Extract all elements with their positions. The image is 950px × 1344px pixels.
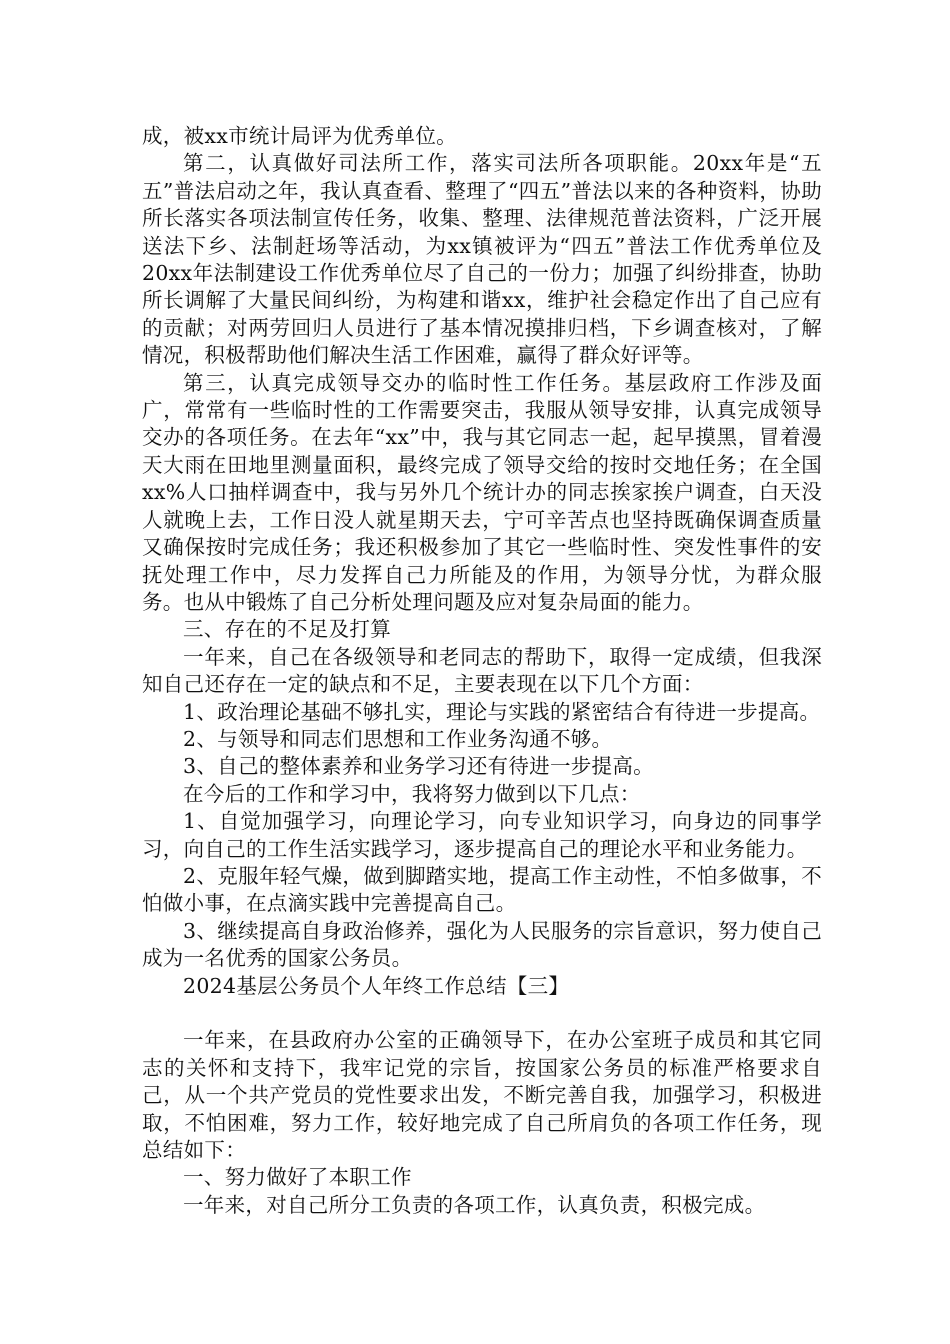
list-item-plan-2: 2、克服年轻气燥，做到脚踏实地，提高工作主动性，不怕多做事，不怕做小事，在点滴实践中完善提高自己。 bbox=[142, 863, 822, 916]
section-heading-shortcomings: 三、存在的不足及打算 bbox=[183, 617, 391, 642]
paragraph-continuation: 成，被xx市统计局评为优秀单位。 bbox=[142, 124, 457, 148]
list-item-plan-3: 3、继续提高自身政治修养，强化为人民服务的宗旨意识，努力使自己成为一名优秀的国家公务员。 bbox=[142, 918, 822, 971]
paragraph-plans-intro: 在今后的工作和学习中，我将努力做到以下几点： bbox=[183, 781, 641, 806]
paragraph-duties: 一年来，对自己所分工负责的各项工作，认真负责，积极完成。 bbox=[183, 1192, 766, 1217]
document-body bbox=[142, 123, 822, 1219]
list-item-shortcoming-2: 2、与领导和同志们思想和工作业务沟通不够。 bbox=[183, 726, 613, 751]
section-title-summary-three: 2024基层公务员个人年终工作总结【三】 bbox=[183, 973, 570, 998]
paragraph-temporary-tasks: 第三，认真完成领导交办的临时性工作任务。基层政府工作涉及面广，常常有一些临时性的工作需要突击，我服从领导安排，认真完成领导交办的各项任务。在去年“xx”中，我与其它同志一起，起早摸黑，冒着漫天大雨在田地里测量面积，最终完成了领导交给的按时交地任务；在全国xx%人口抽样调查中，我与另外几个统计办的同志挨家挨户调查，白天没人就晚上去，工作日没人就星期天去，宁可辛苦点也坚持既确保调查质量又确保按时完成任务；我还积极参加了其它一些临时性、突发性事件的安抚处理工作中，尽力发挥自己力所能及的作用，为领导分忧，为群众服务。也从中锻炼了自己分析处理问题及应对复杂局面的能力。 bbox=[142, 370, 822, 614]
paragraph-judicial-work: 第二，认真做好司法所工作，落实司法所各项职能。20xx年是“五五”普法启动之年，我认真查看、整理了“四五”普法以来的各种资料，协助所长落实各项法制宣传任务，收集、整理、法律规范普法资料，广泛开展送法下乡、法制赶场等活动，为xx镇被评为“四五”普法工作优秀单位及20xx年法制建设工作优秀单位尽了自己的一份力；加强了纠纷排查，协助所长调解了大量民间纠纷，为构建和谐xx，维护社会稳定作出了自己应有的贡献；对两劳回归人员进行了基本情况摸排归档，下乡调查核对，了解情况，积极帮助他们解决生活工作困难，赢得了群众好评等。 bbox=[142, 151, 822, 368]
list-item-shortcoming-1: 1、政治理论基础不够扎实，理论与实践的紧密结合有待进一步提高。 bbox=[183, 699, 821, 724]
list-item-shortcoming-3: 3、自己的整体素养和业务学习还有待进一步提高。 bbox=[183, 754, 654, 779]
list-item-plan-1: 1、自觉加强学习，向理论学习，向专业知识学习，向身边的同事学习，向自己的工作生活实践学习，逐步提高自己的理论水平和业务能力。 bbox=[142, 809, 822, 861]
paragraph-summary-intro: 一年来，在县政府办公室的正确领导下，在办公室班子成员和其它同志的关怀和支持下，我牢记党的宗旨，按国家公务员的标准严格要求自己，从一个共产党员的党性要求出发，不断完善自我，加强学习，积极进取，不怕困难，努力工作，较好地完成了自己所肩负的各项工作任务，现总结如下： bbox=[142, 1028, 822, 1163]
paragraph-shortcomings-intro: 一年来，自己在各级领导和老同志的帮助下，取得一定成绩，但我深知自己还存在一定的缺点和不足，主要表现在以下几个方面： bbox=[142, 644, 822, 697]
section-heading-duties: 一、努力做好了本职工作 bbox=[183, 1165, 412, 1190]
